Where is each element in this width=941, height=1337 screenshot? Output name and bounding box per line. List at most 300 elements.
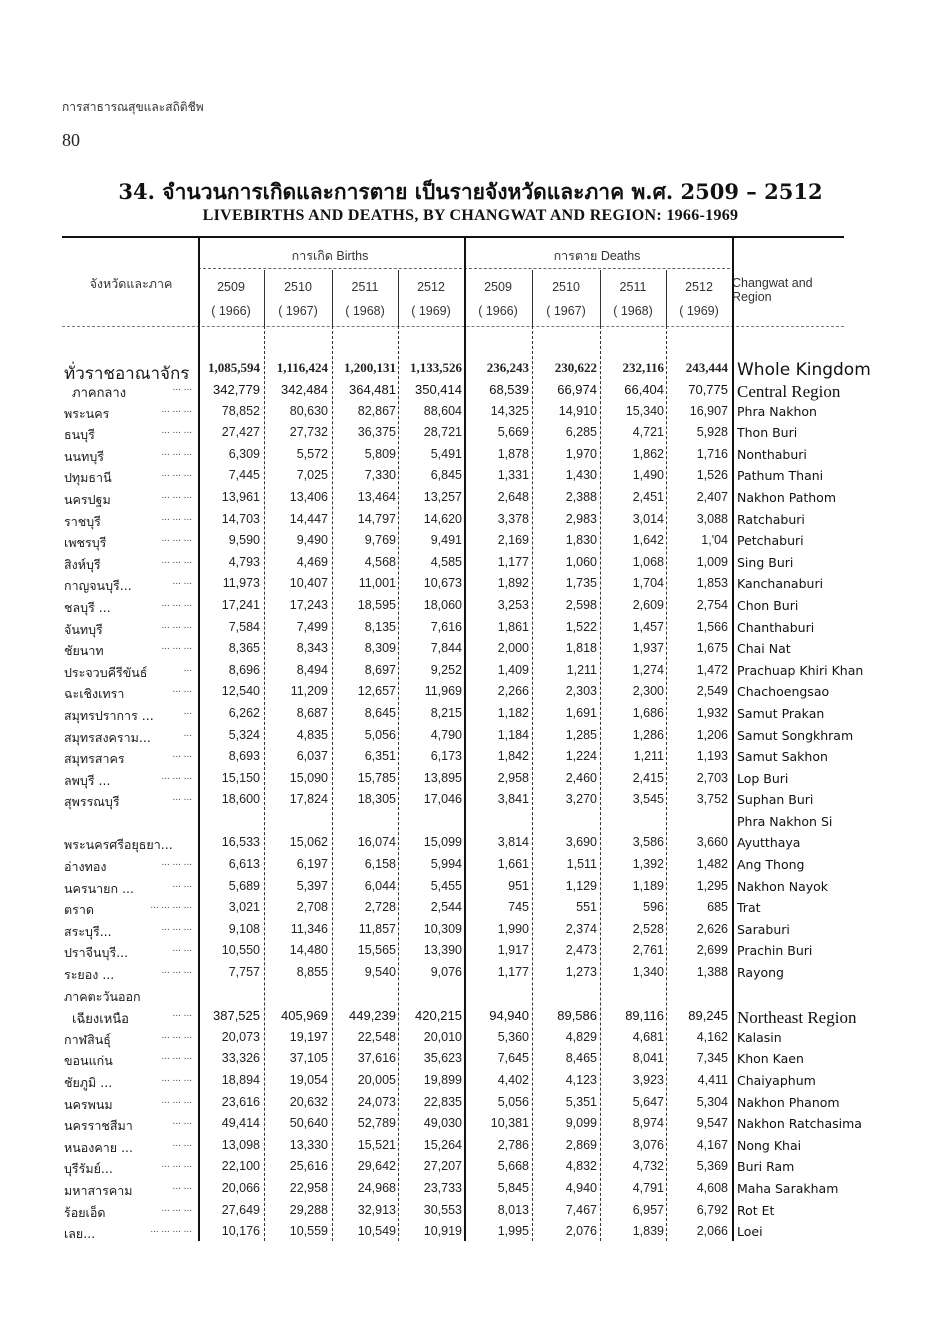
changwat-name-thai: บุรีรัมย์... bbox=[64, 1161, 113, 1177]
changwat-name-english: Kalasin bbox=[737, 1029, 782, 1045]
births-value: 1,133,526 bbox=[410, 360, 462, 375]
births-value: 449,239 bbox=[349, 1008, 396, 1024]
deaths-value: 1,273 bbox=[565, 965, 597, 980]
births-value: 6,351 bbox=[364, 749, 396, 764]
births-value: 78,852 bbox=[221, 403, 260, 418]
deaths-value: 1,184 bbox=[497, 727, 529, 742]
births-value: 10,549 bbox=[357, 1224, 396, 1239]
births-value: 364,481 bbox=[349, 382, 396, 397]
births-value: 4,793 bbox=[228, 554, 260, 569]
births-value: 88,604 bbox=[423, 403, 462, 418]
births-year-be-header: 2510 bbox=[284, 280, 312, 294]
births-value: 8,494 bbox=[296, 662, 328, 677]
deaths-value: 2,958 bbox=[497, 770, 529, 785]
deaths-value: 5,647 bbox=[632, 1094, 664, 1109]
births-value: 14,447 bbox=[289, 511, 328, 526]
births-value: 24,968 bbox=[357, 1180, 396, 1195]
deaths-value: 2,699 bbox=[696, 943, 728, 958]
leader-dots: ... ... ... bbox=[161, 1202, 192, 1214]
births-value: 33,326 bbox=[221, 1051, 260, 1066]
table-row bbox=[64, 555, 844, 577]
births-value: 4,790 bbox=[430, 727, 462, 742]
births-value: 342,779 bbox=[213, 382, 260, 397]
births-value: 24,073 bbox=[357, 1094, 396, 1109]
deaths-value: 2,609 bbox=[632, 597, 664, 612]
deaths-value: 1,129 bbox=[565, 878, 597, 893]
changwat-name-english: Central Region bbox=[737, 382, 841, 401]
births-value: 15,521 bbox=[357, 1137, 396, 1152]
changwat-name-english: Pathum Thani bbox=[737, 468, 824, 484]
births-value: 1,085,594 bbox=[208, 360, 260, 375]
leader-dots: ... bbox=[183, 727, 192, 739]
deaths-value: 1,892 bbox=[497, 576, 529, 591]
leader-dots: ... ... ... bbox=[161, 403, 192, 415]
header-subcolumn-rule bbox=[332, 270, 333, 326]
deaths-value: 1,830 bbox=[565, 533, 597, 548]
births-value: 4,568 bbox=[364, 554, 396, 569]
births-value: 6,044 bbox=[364, 878, 396, 893]
deaths-value: 2,169 bbox=[497, 533, 529, 548]
births-value: 5,455 bbox=[430, 878, 462, 893]
deaths-value: 4,732 bbox=[632, 1159, 664, 1174]
births-value: 27,649 bbox=[221, 1202, 260, 1217]
births-value: 8,855 bbox=[296, 965, 328, 980]
changwat-name-thai: นครปฐม bbox=[64, 491, 111, 507]
stub-header-english: Changwat and Region bbox=[732, 276, 813, 304]
leader-dots: ... ... ... bbox=[161, 554, 192, 566]
changwat-name-english: Buri Ram bbox=[737, 1159, 795, 1175]
changwat-name-english: Prachuap Khiri Khan bbox=[737, 662, 864, 678]
deaths-value: 7,345 bbox=[696, 1051, 728, 1066]
deaths-value: 3,660 bbox=[696, 835, 728, 850]
births-value: 10,176 bbox=[221, 1224, 260, 1239]
deaths-value: 1,392 bbox=[632, 857, 664, 872]
table-row bbox=[64, 447, 844, 469]
births-subheader-rule bbox=[198, 268, 462, 269]
table-row bbox=[64, 1116, 862, 1138]
births-value: 3,021 bbox=[228, 900, 260, 915]
deaths-value: 1,182 bbox=[497, 705, 529, 720]
deaths-value: 1,878 bbox=[497, 446, 529, 461]
deaths-value: 1,691 bbox=[565, 705, 597, 720]
births-value: 27,207 bbox=[423, 1159, 462, 1174]
births-value: 8,645 bbox=[364, 705, 396, 720]
deaths-value: 2,528 bbox=[632, 921, 664, 936]
births-value: 5,689 bbox=[228, 878, 260, 893]
table-row bbox=[64, 922, 844, 944]
births-value: 9,252 bbox=[430, 662, 462, 677]
changwat-name-thai: อ่างทอง bbox=[64, 859, 107, 875]
leader-dots: ... ... ... bbox=[161, 425, 192, 437]
deaths-value: 2,549 bbox=[696, 684, 728, 699]
deaths-value: 2,754 bbox=[696, 597, 728, 612]
births-value: 5,491 bbox=[430, 446, 462, 461]
births-year-be-header: 2511 bbox=[351, 280, 379, 294]
births-year-ce-header: ( 1967) bbox=[278, 304, 318, 318]
births-value: 15,264 bbox=[423, 1137, 462, 1152]
births-value: 10,407 bbox=[289, 576, 328, 591]
births-value: 17,241 bbox=[221, 597, 260, 612]
births-value: 15,150 bbox=[221, 770, 260, 785]
changwat-name-english: Chachoengsao bbox=[737, 684, 830, 700]
deaths-year-be-header: 2510 bbox=[552, 280, 580, 294]
births-value: 20,632 bbox=[289, 1094, 328, 1109]
births-value: 7,844 bbox=[430, 641, 462, 656]
births-value: 8,135 bbox=[364, 619, 396, 634]
deaths-value: 68,539 bbox=[489, 382, 529, 397]
changwat-name-thai: พระนครศรีอยุธยา... bbox=[64, 837, 173, 853]
deaths-value: 1,522 bbox=[565, 619, 597, 634]
leader-dots: ... bbox=[183, 705, 192, 717]
deaths-value: 16,907 bbox=[689, 403, 728, 418]
deaths-value: 8,974 bbox=[632, 1116, 664, 1131]
births-value: 23,733 bbox=[423, 1180, 462, 1195]
births-value: 4,835 bbox=[296, 727, 328, 742]
header-subcolumn-rule bbox=[666, 270, 667, 326]
deaths-value: 3,270 bbox=[565, 792, 597, 807]
changwat-name-thai: สมุทรปราการ ... bbox=[64, 707, 154, 723]
table-row bbox=[64, 662, 864, 685]
births-value: 9,490 bbox=[296, 533, 328, 548]
deaths-value: 1,716 bbox=[696, 446, 728, 461]
changwat-name-english: Samut Prakan bbox=[737, 705, 825, 721]
leader-dots: ... ... ... bbox=[161, 489, 192, 501]
deaths-value: 3,841 bbox=[497, 792, 529, 807]
deaths-value: 1,861 bbox=[497, 619, 529, 634]
deaths-value: 89,116 bbox=[625, 1008, 664, 1024]
leader-dots: ... ... ... bbox=[161, 965, 192, 977]
table-row bbox=[64, 1224, 844, 1246]
deaths-value: 4,162 bbox=[696, 1029, 728, 1044]
births-value: 13,895 bbox=[423, 770, 462, 785]
changwat-name-thai: ราชบุรี bbox=[64, 513, 101, 529]
deaths-year-be-header: 2512 bbox=[685, 280, 713, 294]
deaths-value: 66,404 bbox=[624, 382, 664, 397]
deaths-value: 1,177 bbox=[497, 965, 529, 980]
deaths-value: 2,460 bbox=[565, 770, 597, 785]
deaths-value: 2,374 bbox=[565, 921, 597, 936]
deaths-value: 2,786 bbox=[497, 1137, 529, 1152]
deaths-value: 14,325 bbox=[490, 403, 529, 418]
changwat-name-english: Kanchanaburi bbox=[737, 576, 824, 592]
deaths-value: 1,388 bbox=[696, 965, 728, 980]
deaths-value: 4,832 bbox=[565, 1159, 597, 1174]
deaths-year-ce-header: ( 1969) bbox=[679, 304, 719, 318]
leader-dots: ... ... ... ... bbox=[150, 1224, 192, 1236]
births-value: 8,687 bbox=[296, 705, 328, 720]
births-value: 30,553 bbox=[423, 1202, 462, 1217]
births-value: 6,173 bbox=[430, 749, 462, 764]
header-column-rule bbox=[198, 238, 200, 326]
changwat-name-thai: นครนายก ... bbox=[64, 880, 134, 896]
table-row bbox=[64, 857, 844, 879]
changwat-name-thai: สระบุรี... bbox=[64, 923, 112, 939]
births-value: 13,406 bbox=[289, 489, 328, 504]
table-row bbox=[64, 1030, 844, 1052]
births-value: 18,894 bbox=[221, 1073, 260, 1087]
deaths-value: 3,076 bbox=[632, 1137, 664, 1152]
births-value: 9,108 bbox=[228, 921, 260, 936]
births-value: 22,835 bbox=[423, 1094, 462, 1109]
changwat-name-thai: ภาคกลาง bbox=[72, 386, 127, 401]
births-value: 19,197 bbox=[289, 1029, 328, 1044]
births-year-be-header: 2512 bbox=[417, 280, 445, 294]
births-value: 15,090 bbox=[289, 770, 328, 785]
deaths-value: 1,853 bbox=[696, 576, 728, 591]
deaths-value: 1,274 bbox=[632, 662, 664, 677]
leader-dots: ... ... ... bbox=[161, 468, 192, 480]
leader-dots: ... ... bbox=[172, 943, 192, 955]
deaths-value: 1,206 bbox=[696, 727, 728, 742]
table-row bbox=[64, 1203, 844, 1225]
births-value: 2,708 bbox=[296, 900, 328, 915]
births-value: 11,857 bbox=[358, 921, 396, 936]
births-group-header: การเกิด Births bbox=[291, 249, 369, 263]
table-title-english: LIVEBIRTHS AND DEATHS, BY CHANGWAT AND REGION: 1966-1969 bbox=[202, 207, 739, 224]
deaths-year-ce-header: ( 1967) bbox=[546, 304, 586, 318]
deaths-value: 3,923 bbox=[632, 1073, 664, 1087]
deaths-value: 2,451 bbox=[632, 489, 664, 504]
changwat-name-english: Chon Buri bbox=[737, 597, 799, 613]
births-value: 8,343 bbox=[296, 641, 328, 656]
table-row bbox=[64, 468, 844, 490]
births-value: 8,693 bbox=[228, 749, 260, 764]
deaths-value: 7,645 bbox=[497, 1051, 529, 1066]
births-value: 4,585 bbox=[430, 554, 462, 569]
births-value: 5,324 bbox=[228, 727, 260, 742]
changwat-name-english: Ang Thong bbox=[737, 857, 805, 873]
deaths-value: 2,076 bbox=[565, 1224, 597, 1239]
deaths-value: 243,444 bbox=[685, 360, 728, 375]
deaths-value: 2,300 bbox=[632, 684, 664, 699]
deaths-value: 230,622 bbox=[554, 360, 597, 375]
deaths-value: 94,940 bbox=[489, 1008, 529, 1024]
deaths-value: 66,974 bbox=[557, 382, 597, 397]
births-value: 7,616 bbox=[430, 619, 462, 634]
births-value: 17,243 bbox=[289, 597, 328, 612]
births-value: 9,540 bbox=[364, 965, 396, 980]
deaths-value: 2,415 bbox=[632, 770, 664, 785]
table-body bbox=[64, 360, 871, 1246]
deaths-value: 1,526 bbox=[696, 468, 728, 483]
changwat-name-thai: ชัยนาท bbox=[64, 643, 104, 659]
deaths-value: 89,586 bbox=[557, 1008, 597, 1024]
changwat-name-thai: ภาคตะวันออก bbox=[64, 988, 141, 1004]
births-value: 7,330 bbox=[364, 468, 396, 483]
births-value: 14,703 bbox=[221, 511, 260, 526]
table-row bbox=[64, 879, 844, 901]
changwat-name-thai: สมุทรสาคร bbox=[64, 751, 125, 767]
table-row bbox=[64, 641, 844, 663]
changwat-name-english: Chaiyaphum bbox=[737, 1073, 816, 1088]
deaths-value: 2,648 bbox=[497, 489, 529, 504]
deaths-value: 3,752 bbox=[696, 792, 728, 807]
changwat-name-english: Prachin Buri bbox=[737, 943, 813, 959]
deaths-value: 1,286 bbox=[632, 727, 664, 742]
births-year-ce-header: ( 1966) bbox=[211, 304, 251, 318]
changwat-name-english: Rayong bbox=[737, 965, 784, 981]
table-row bbox=[64, 987, 844, 1009]
deaths-year-be-header: 2511 bbox=[619, 280, 647, 294]
deaths-value: 1,060 bbox=[565, 554, 597, 569]
leader-dots: ... ... ... bbox=[161, 641, 192, 653]
births-value: 18,595 bbox=[357, 597, 396, 612]
deaths-value: 4,681 bbox=[632, 1029, 664, 1044]
changwat-name-english: Northeast Region bbox=[737, 1008, 857, 1028]
births-value: 16,533 bbox=[221, 835, 260, 850]
births-value: 15,785 bbox=[357, 770, 396, 785]
leader-dots: ... ... bbox=[172, 1180, 192, 1192]
changwat-name-thai: ระยอง ... bbox=[64, 967, 115, 983]
deaths-value: 1,430 bbox=[565, 468, 597, 483]
deaths-group-header: การตาย Deaths bbox=[553, 249, 641, 263]
deaths-value: 8,013 bbox=[497, 1202, 529, 1217]
deaths-value: 2,066 bbox=[696, 1224, 728, 1239]
deaths-value: 4,829 bbox=[565, 1029, 597, 1044]
page-number: 80 bbox=[62, 130, 80, 150]
deaths-value: 3,814 bbox=[497, 835, 529, 850]
leader-dots: ... ... bbox=[172, 576, 192, 588]
changwat-name-thai: สุพรรณบุรี bbox=[64, 794, 120, 810]
deaths-value: 5,669 bbox=[497, 425, 529, 440]
births-value: 27,732 bbox=[289, 425, 328, 440]
total-row bbox=[64, 360, 871, 384]
table-row bbox=[64, 727, 854, 750]
deaths-value: 15,340 bbox=[625, 403, 664, 418]
table-row bbox=[64, 425, 844, 447]
births-value: 17,824 bbox=[289, 792, 328, 807]
table-row bbox=[64, 943, 844, 965]
changwat-name-english: Nonthaburi bbox=[737, 446, 807, 462]
header-subcolumn-rule bbox=[264, 270, 265, 326]
leader-dots: ... ... ... bbox=[161, 533, 192, 545]
deaths-value: 8,465 bbox=[565, 1051, 597, 1066]
deaths-value: 2,388 bbox=[565, 489, 597, 504]
births-value: 15,565 bbox=[357, 943, 396, 958]
deaths-value: 1,409 bbox=[497, 662, 529, 677]
changwat-name-english: Chai Nat bbox=[737, 641, 791, 657]
leader-dots: ... ... bbox=[172, 749, 192, 761]
changwat-name-english: Nakhon Phanom bbox=[737, 1094, 840, 1110]
deaths-value: 70,775 bbox=[688, 382, 728, 397]
births-value: 13,390 bbox=[423, 943, 462, 958]
deaths-value: 685 bbox=[707, 900, 728, 915]
births-value: 29,642 bbox=[357, 1159, 396, 1174]
deaths-value: 3,014 bbox=[632, 511, 664, 526]
births-value: 5,809 bbox=[364, 446, 396, 461]
deaths-value: 1,482 bbox=[696, 857, 728, 872]
births-value: 10,919 bbox=[423, 1224, 462, 1239]
deaths-value: 1,295 bbox=[696, 878, 728, 893]
births-value: 19,054 bbox=[289, 1073, 328, 1087]
deaths-value: 89,245 bbox=[688, 1008, 728, 1024]
header-subcolumn-rule bbox=[532, 270, 533, 326]
births-value: 4,469 bbox=[296, 554, 328, 569]
table-row bbox=[64, 1181, 844, 1203]
deaths-value: 4,721 bbox=[632, 425, 664, 440]
changwat-name-english: Thon Buri bbox=[737, 425, 798, 441]
births-value: 20,010 bbox=[423, 1029, 462, 1044]
births-value: 14,480 bbox=[289, 943, 328, 958]
births-value: 342,484 bbox=[281, 382, 328, 397]
births-value: 10,673 bbox=[423, 576, 462, 591]
deaths-value: 551 bbox=[576, 900, 597, 915]
changwat-name-english: Nakhon Nayok bbox=[737, 878, 829, 894]
deaths-value: 1,818 bbox=[565, 641, 597, 656]
births-value: 11,001 bbox=[358, 576, 396, 591]
deaths-year-be-header: 2509 bbox=[484, 280, 512, 294]
changwat-name-thai: กาญจนบุรี... bbox=[64, 578, 132, 594]
changwat-name-thai: ทั่วราชอาณาจักร bbox=[64, 364, 190, 384]
changwat-name-english: Rot Et bbox=[737, 1202, 775, 1218]
births-value: 29,288 bbox=[289, 1202, 328, 1217]
deaths-value: 4,411 bbox=[697, 1073, 728, 1087]
births-value: 11,973 bbox=[222, 576, 260, 591]
births-value: 32,913 bbox=[357, 1202, 396, 1217]
changwat-name-thai: เลย... bbox=[64, 1226, 96, 1242]
changwat-name-thai: ขอนแก่น bbox=[64, 1053, 113, 1069]
births-value: 9,491 bbox=[430, 533, 462, 548]
deaths-value: 4,123 bbox=[565, 1073, 597, 1087]
changwat-name-english: Saraburi bbox=[737, 921, 790, 937]
deaths-value: 8,041 bbox=[632, 1051, 664, 1066]
births-year-ce-header: ( 1969) bbox=[411, 304, 451, 318]
deaths-value: 1,009 bbox=[696, 554, 728, 569]
deaths-value: 14,910 bbox=[558, 403, 597, 418]
deaths-value: 3,253 bbox=[497, 597, 529, 612]
deaths-value: 2,303 bbox=[565, 684, 597, 699]
changwat-name-thai: ชลบุรี ... bbox=[64, 599, 111, 615]
deaths-value: 1,224 bbox=[565, 749, 597, 764]
changwat-name-thai: ประจวบคีรีขันธ์ bbox=[64, 664, 148, 680]
changwat-name-thai: ชัยภูมิ ... bbox=[64, 1075, 113, 1090]
changwat-name-english: Nakhon Pathom bbox=[737, 489, 836, 505]
table-row bbox=[64, 1051, 844, 1073]
changwat-name-thai: ตราด bbox=[64, 902, 94, 918]
births-value: 11,969 bbox=[424, 684, 462, 699]
deaths-value: 1,457 bbox=[632, 619, 664, 634]
deaths-value: 6,792 bbox=[696, 1202, 728, 1217]
changwat-name-english: Ayutthaya bbox=[737, 835, 801, 851]
births-value: 18,060 bbox=[423, 597, 462, 612]
deaths-value: 5,928 bbox=[696, 425, 728, 440]
header-subcolumn-rule bbox=[600, 270, 601, 326]
leader-dots: ... ... ... bbox=[161, 1094, 192, 1106]
deaths-value: 6,285 bbox=[565, 425, 597, 440]
table-row bbox=[64, 1095, 844, 1117]
deaths-value: 5,351 bbox=[565, 1094, 597, 1109]
births-value: 11,346 bbox=[290, 921, 328, 936]
births-value: 420,215 bbox=[415, 1008, 462, 1024]
leader-dots: ... ... ... bbox=[161, 770, 192, 782]
changwat-name-thai: ลพบุรี ... bbox=[64, 772, 111, 788]
deaths-value: 2,703 bbox=[696, 770, 728, 785]
deaths-value: 232,116 bbox=[622, 360, 664, 375]
leader-dots: ... ... ... bbox=[161, 921, 192, 933]
deaths-value: 2,626 bbox=[696, 921, 728, 936]
deaths-value: 1,211 bbox=[633, 749, 664, 764]
births-value: 18,305 bbox=[357, 792, 396, 807]
leader-dots: ... ... bbox=[172, 684, 192, 696]
table-row bbox=[64, 749, 844, 771]
births-value: 12,657 bbox=[357, 684, 396, 699]
deaths-value: 1,566 bbox=[696, 619, 728, 634]
births-value: 28,721 bbox=[423, 425, 462, 440]
deaths-value: 5,845 bbox=[497, 1180, 529, 1195]
births-value: 5,056 bbox=[364, 727, 396, 742]
deaths-value: 1,675 bbox=[696, 641, 728, 656]
births-value: 35,623 bbox=[423, 1051, 462, 1066]
